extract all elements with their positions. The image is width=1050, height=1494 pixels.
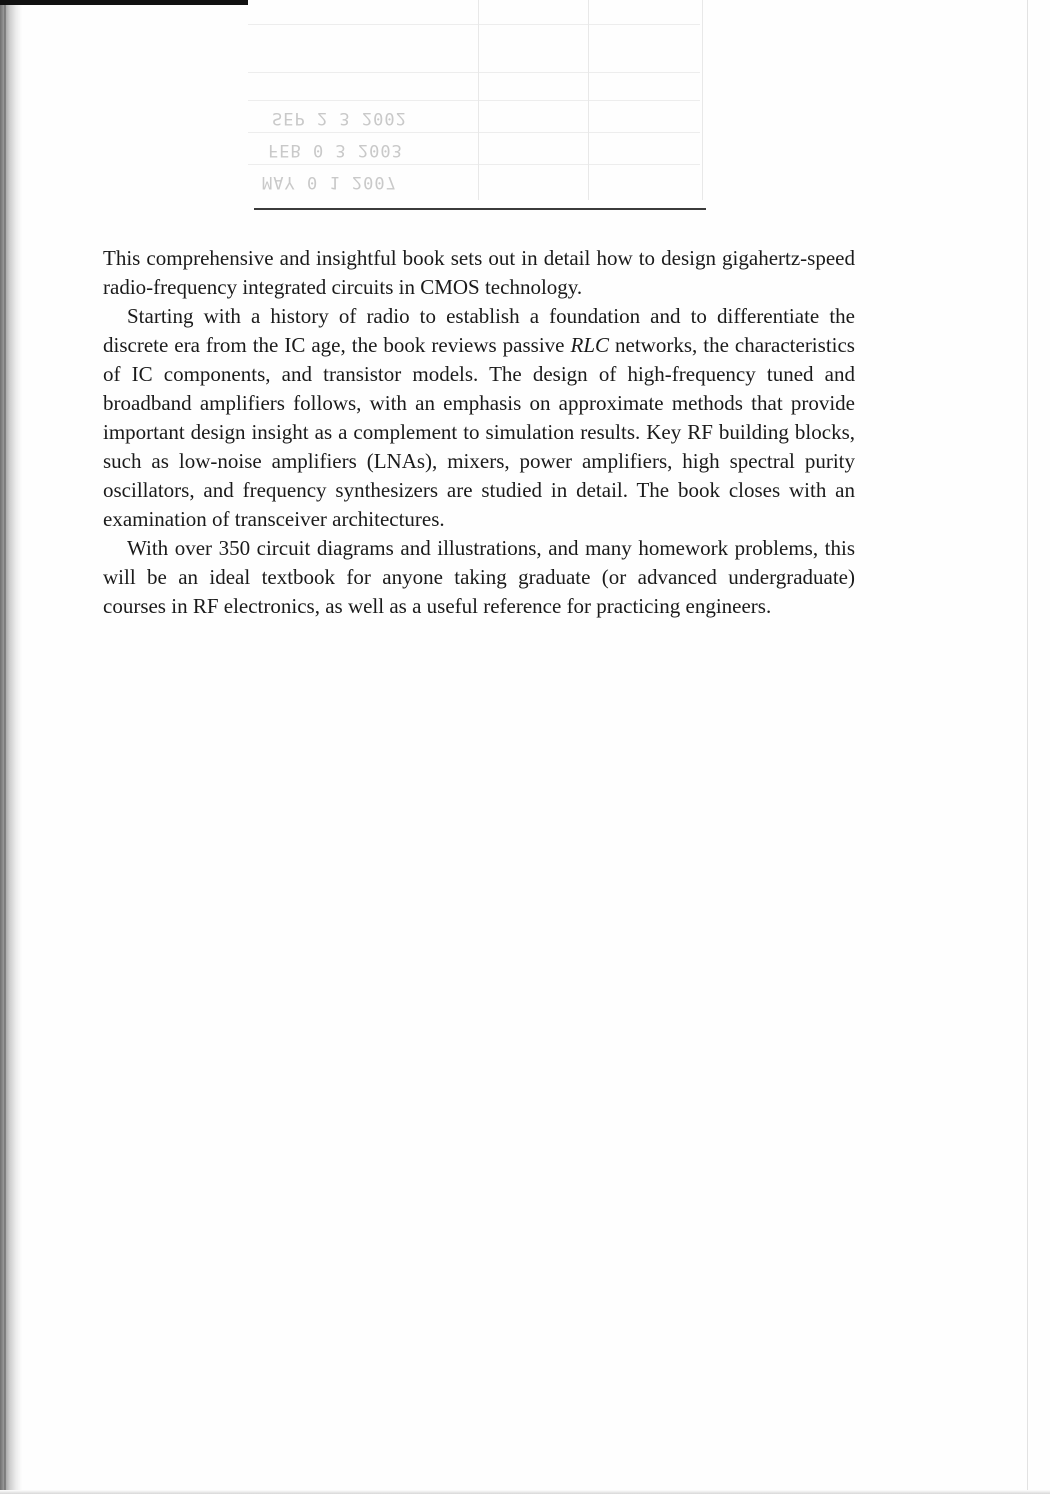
slip-grid-line (588, 0, 589, 200)
due-date-stamp: MAY 0 1 2007 (262, 172, 397, 192)
due-date-stamp: SEP 2 3 2002 (272, 108, 407, 128)
paragraph-text: Starting with a history of radio to establish a foundation and to differentiate the discrete era from the IC age, the book reviews passive (103, 304, 855, 357)
slip-grid-line (248, 132, 700, 133)
slip-grid-line (248, 164, 700, 165)
page-bottom-edge (0, 1490, 1050, 1494)
description-paragraph (103, 244, 855, 302)
paragraph-text: With over 350 circuit diagrams and illustrations, and many homework problems, this will be an ideal textbook for anyone taking graduate (or advanced undergraduate) courses in RF electronics, as well as a useful reference for practicing engineers. (103, 536, 855, 618)
scan-edge-bar (0, 0, 248, 5)
slip-grid-line (248, 72, 700, 73)
slip-bottom-rule (254, 208, 706, 210)
paragraph-text: This comprehensive and insightful book sets out in detail how to design gigahertz-speed radio-frequency integrated circuits in CMOS technology. (103, 246, 855, 299)
emphasized-term: RLC (570, 333, 610, 357)
binding-shadow-line (4, 0, 6, 1494)
slip-grid-line (248, 100, 700, 101)
slip-grid-line (702, 0, 703, 200)
description-paragraph (103, 534, 855, 621)
description-paragraph (103, 302, 855, 534)
paragraph-text: networks, the characteristics of IC components, and transistor models. The design of high-frequency tuned and broadband amplifiers follows, with an emphasis on approximate methods that provide important design insight as a complement to simulation results. Key RF building blocks, such as low-noise amplifiers (LNAs), mixers, power amplifiers, high spectral purity oscillators, and frequency synthesizers are studied in detail. The book closes with an examination of transceiver architectures. (103, 333, 855, 531)
slip-grid-line (478, 0, 479, 200)
slip-grid-line (248, 24, 700, 25)
due-date-stamp: FEB 0 3 2003 (268, 140, 403, 160)
page-right-edge (1027, 0, 1028, 1494)
book-description (103, 244, 855, 621)
library-due-date-slip (248, 0, 708, 216)
